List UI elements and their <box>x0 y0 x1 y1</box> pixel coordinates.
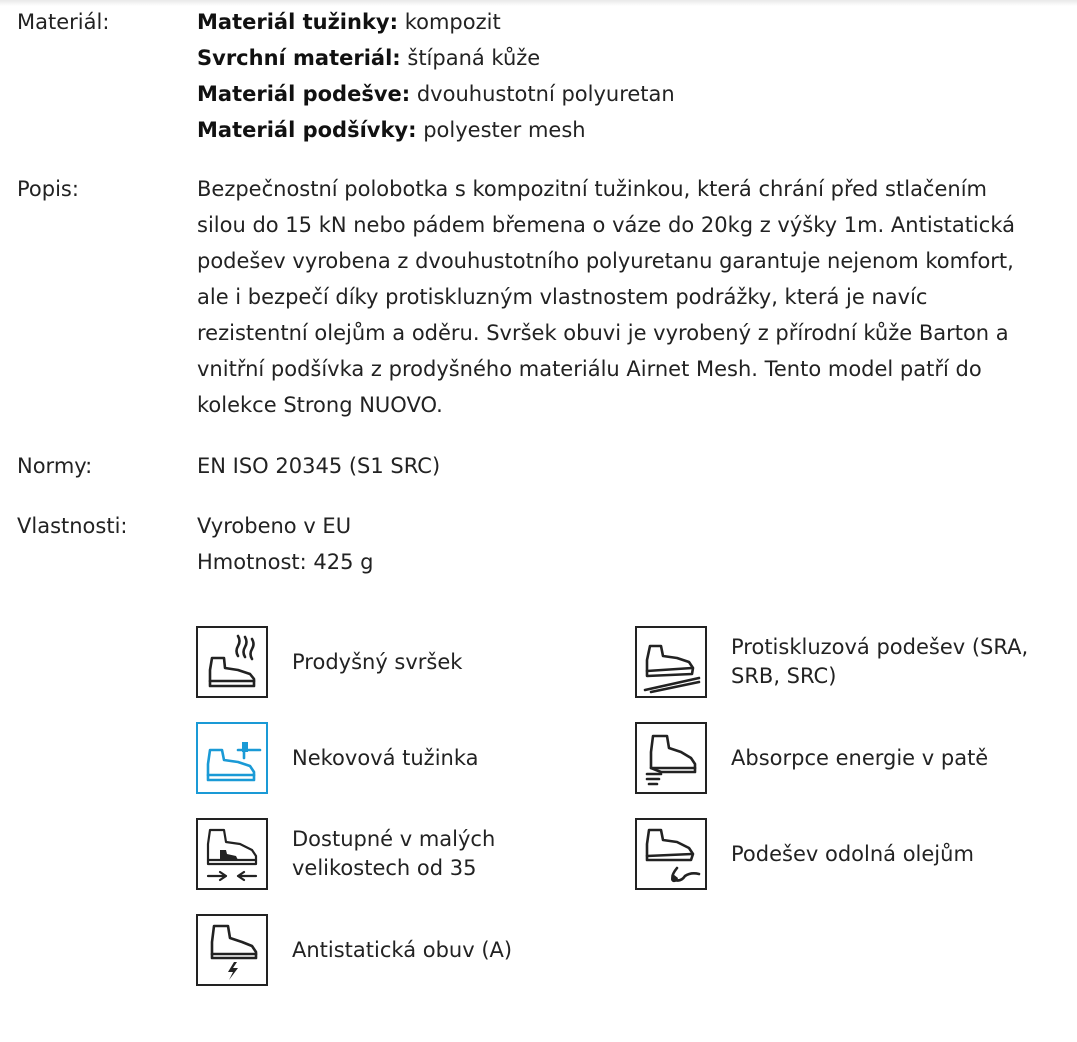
property-item: Hmotnost: 425 g <box>197 550 374 574</box>
material-values <box>197 4 1037 148</box>
norms-label: Normy: <box>17 454 93 478</box>
small-sizes-icon <box>196 818 268 890</box>
material-label: Materiál: <box>17 10 110 34</box>
heel-energy-absorption-icon <box>635 722 707 794</box>
property-item: Vyrobeno v EU <box>197 514 352 538</box>
feature-text: Dostupné v malých velikostech od 35 <box>292 827 496 880</box>
material-item: Materiál podešve: dvouhustotní polyuretan <box>197 82 675 106</box>
description-label: Popis: <box>17 177 79 201</box>
material-item: Materiál tužinky: kompozit <box>197 10 501 34</box>
oil-resistant-sole-icon <box>635 818 707 890</box>
description-text: Bezpečnostní polobotka s kompozitní tužinkou, která chrání před stlačením silou do 15 kN nebo pádem břemena o váze do 20kg z výšky 1m. Antistatická podešev vyrobena z dvouhustotního polyuretanu garantuje nejenom komfort, ale i bezpečí díky protiskluzným vlastnostem podrážky, která je navíc rezistentní olejům a oděru. Svršek obuvi je vyrobený z přírodní kůže Barton a vnitřní podšívka z prodyšného materiálu Airnet Mesh. Tento model patří do kolekce Strong NUOVO. <box>197 177 1015 417</box>
properties-label: Vlastnosti: <box>17 514 128 538</box>
anti-slip-sole-icon <box>635 626 707 698</box>
antistatic-icon <box>196 914 268 986</box>
properties-values <box>197 508 1037 580</box>
non-metal-toecap-icon <box>196 722 268 794</box>
feature-text: Absorpce energie v patě <box>731 745 989 770</box>
norms-value: EN ISO 20345 (S1 SRC) <box>197 454 441 478</box>
feature-text: Prodyšný svršek <box>292 649 463 674</box>
breathable-upper-icon <box>196 626 268 698</box>
material-item: Materiál podšívky: polyester mesh <box>197 118 586 142</box>
feature-text: Protiskluzová podešev (SRA, SRB, SRC) <box>731 635 1029 688</box>
feature-text: Nekovová tužinka <box>292 745 479 770</box>
feature-text: Antistatická obuv (A) <box>292 937 513 962</box>
feature-text: Podešev odolná olejům <box>731 841 974 866</box>
material-item: Svrchní materiál: štípaná kůže <box>197 46 541 70</box>
